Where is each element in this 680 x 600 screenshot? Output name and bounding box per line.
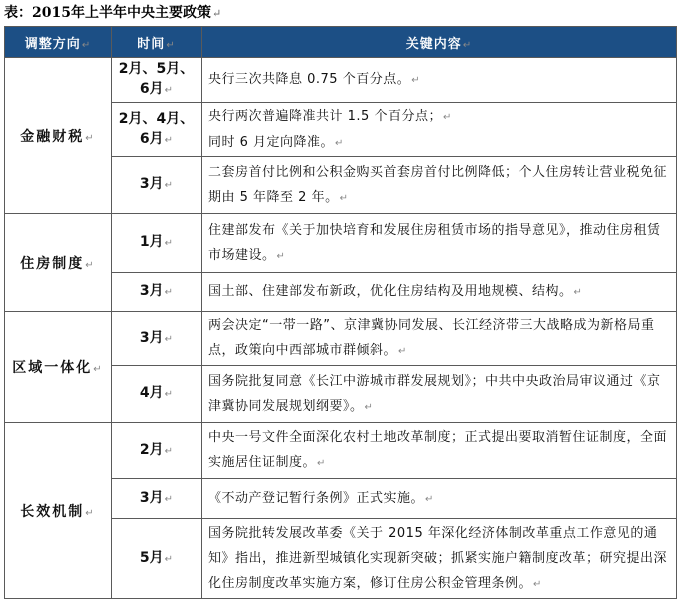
time-cell: 4月↵ [112,366,202,423]
content-cell: 央行两次普遍降准共计 1.5 个百分点；↵ 同时 6 月定向降准。↵ [202,103,677,157]
content-cell: 国务院批转发展改革委《关于 2015 年深化经济体制改革重点工作意见的通知》指出，推进新型城镇化实现新突破；抓紧实施户籍制度改革；研究提出深化住房制度改革实施方案，修订住房公积金管理条例。↵ [202,519,677,599]
header-time: 时间↵ [112,27,202,58]
content-cell: 两会决定“一带一路”、京津冀协同发展、长江经济带三大战略成为新格局重点，政策向中西部城市群倾斜。↵ [202,312,677,366]
content-cell: 中央一号文件全面深化农村土地改革制度；正式提出要取消暂住证制度，全面实施居住证制度。↵ [202,423,677,479]
category-cell: 金融财税↵ [5,58,112,214]
policy-table [4,26,677,599]
time-cell: 3月↵ [112,157,202,214]
content-cell: 国务院批复同意《长江中游城市群发展规划》；中共中央政治局审议通过《京津冀协同发展规划纲要》。↵ [202,366,677,423]
content-cell: 央行三次共降息 0.75 个百分点。↵ [202,58,677,103]
category-cell: 区域一体化↵ [5,312,112,423]
time-cell: 1月↵ [112,214,202,273]
time-cell: 2月、5月、6月↵ [112,58,202,103]
table-row [5,214,677,273]
table-row [5,58,677,103]
table-row [5,312,677,366]
time-cell: 2月↵ [112,423,202,479]
header-content: 关键内容↵ [202,27,677,58]
content-cell: 二套房首付比例和公积金购买首套房首付比例降低；个人住房转让营业税免征期由 5 年降至 2 年。↵ [202,157,677,214]
content-cell: 《不动产登记暂行条例》正式实施。↵ [202,479,677,519]
header-direction: 调整方向↵ [5,27,112,58]
time-cell: 3月↵ [112,312,202,366]
category-cell: 住房制度↵ [5,214,112,312]
time-cell: 2月、4月、6月↵ [112,103,202,157]
time-cell: 5月↵ [112,519,202,599]
content-cell: 国土部、住建部发布新政，优化住房结构及用地规模、结构。↵ [202,273,677,312]
category-cell: 长效机制↵ [5,423,112,599]
content-cell: 住建部发布《关于加快培育和发展住房租赁市场的指导意见》，推动住房租赁市场建设。↵ [202,214,677,273]
time-cell: 3月↵ [112,273,202,312]
header-row [5,27,677,58]
time-cell: 3月↵ [112,479,202,519]
table-caption: 表：2015年上半年中央主要政策↵ [4,5,222,21]
table-row [5,423,677,479]
